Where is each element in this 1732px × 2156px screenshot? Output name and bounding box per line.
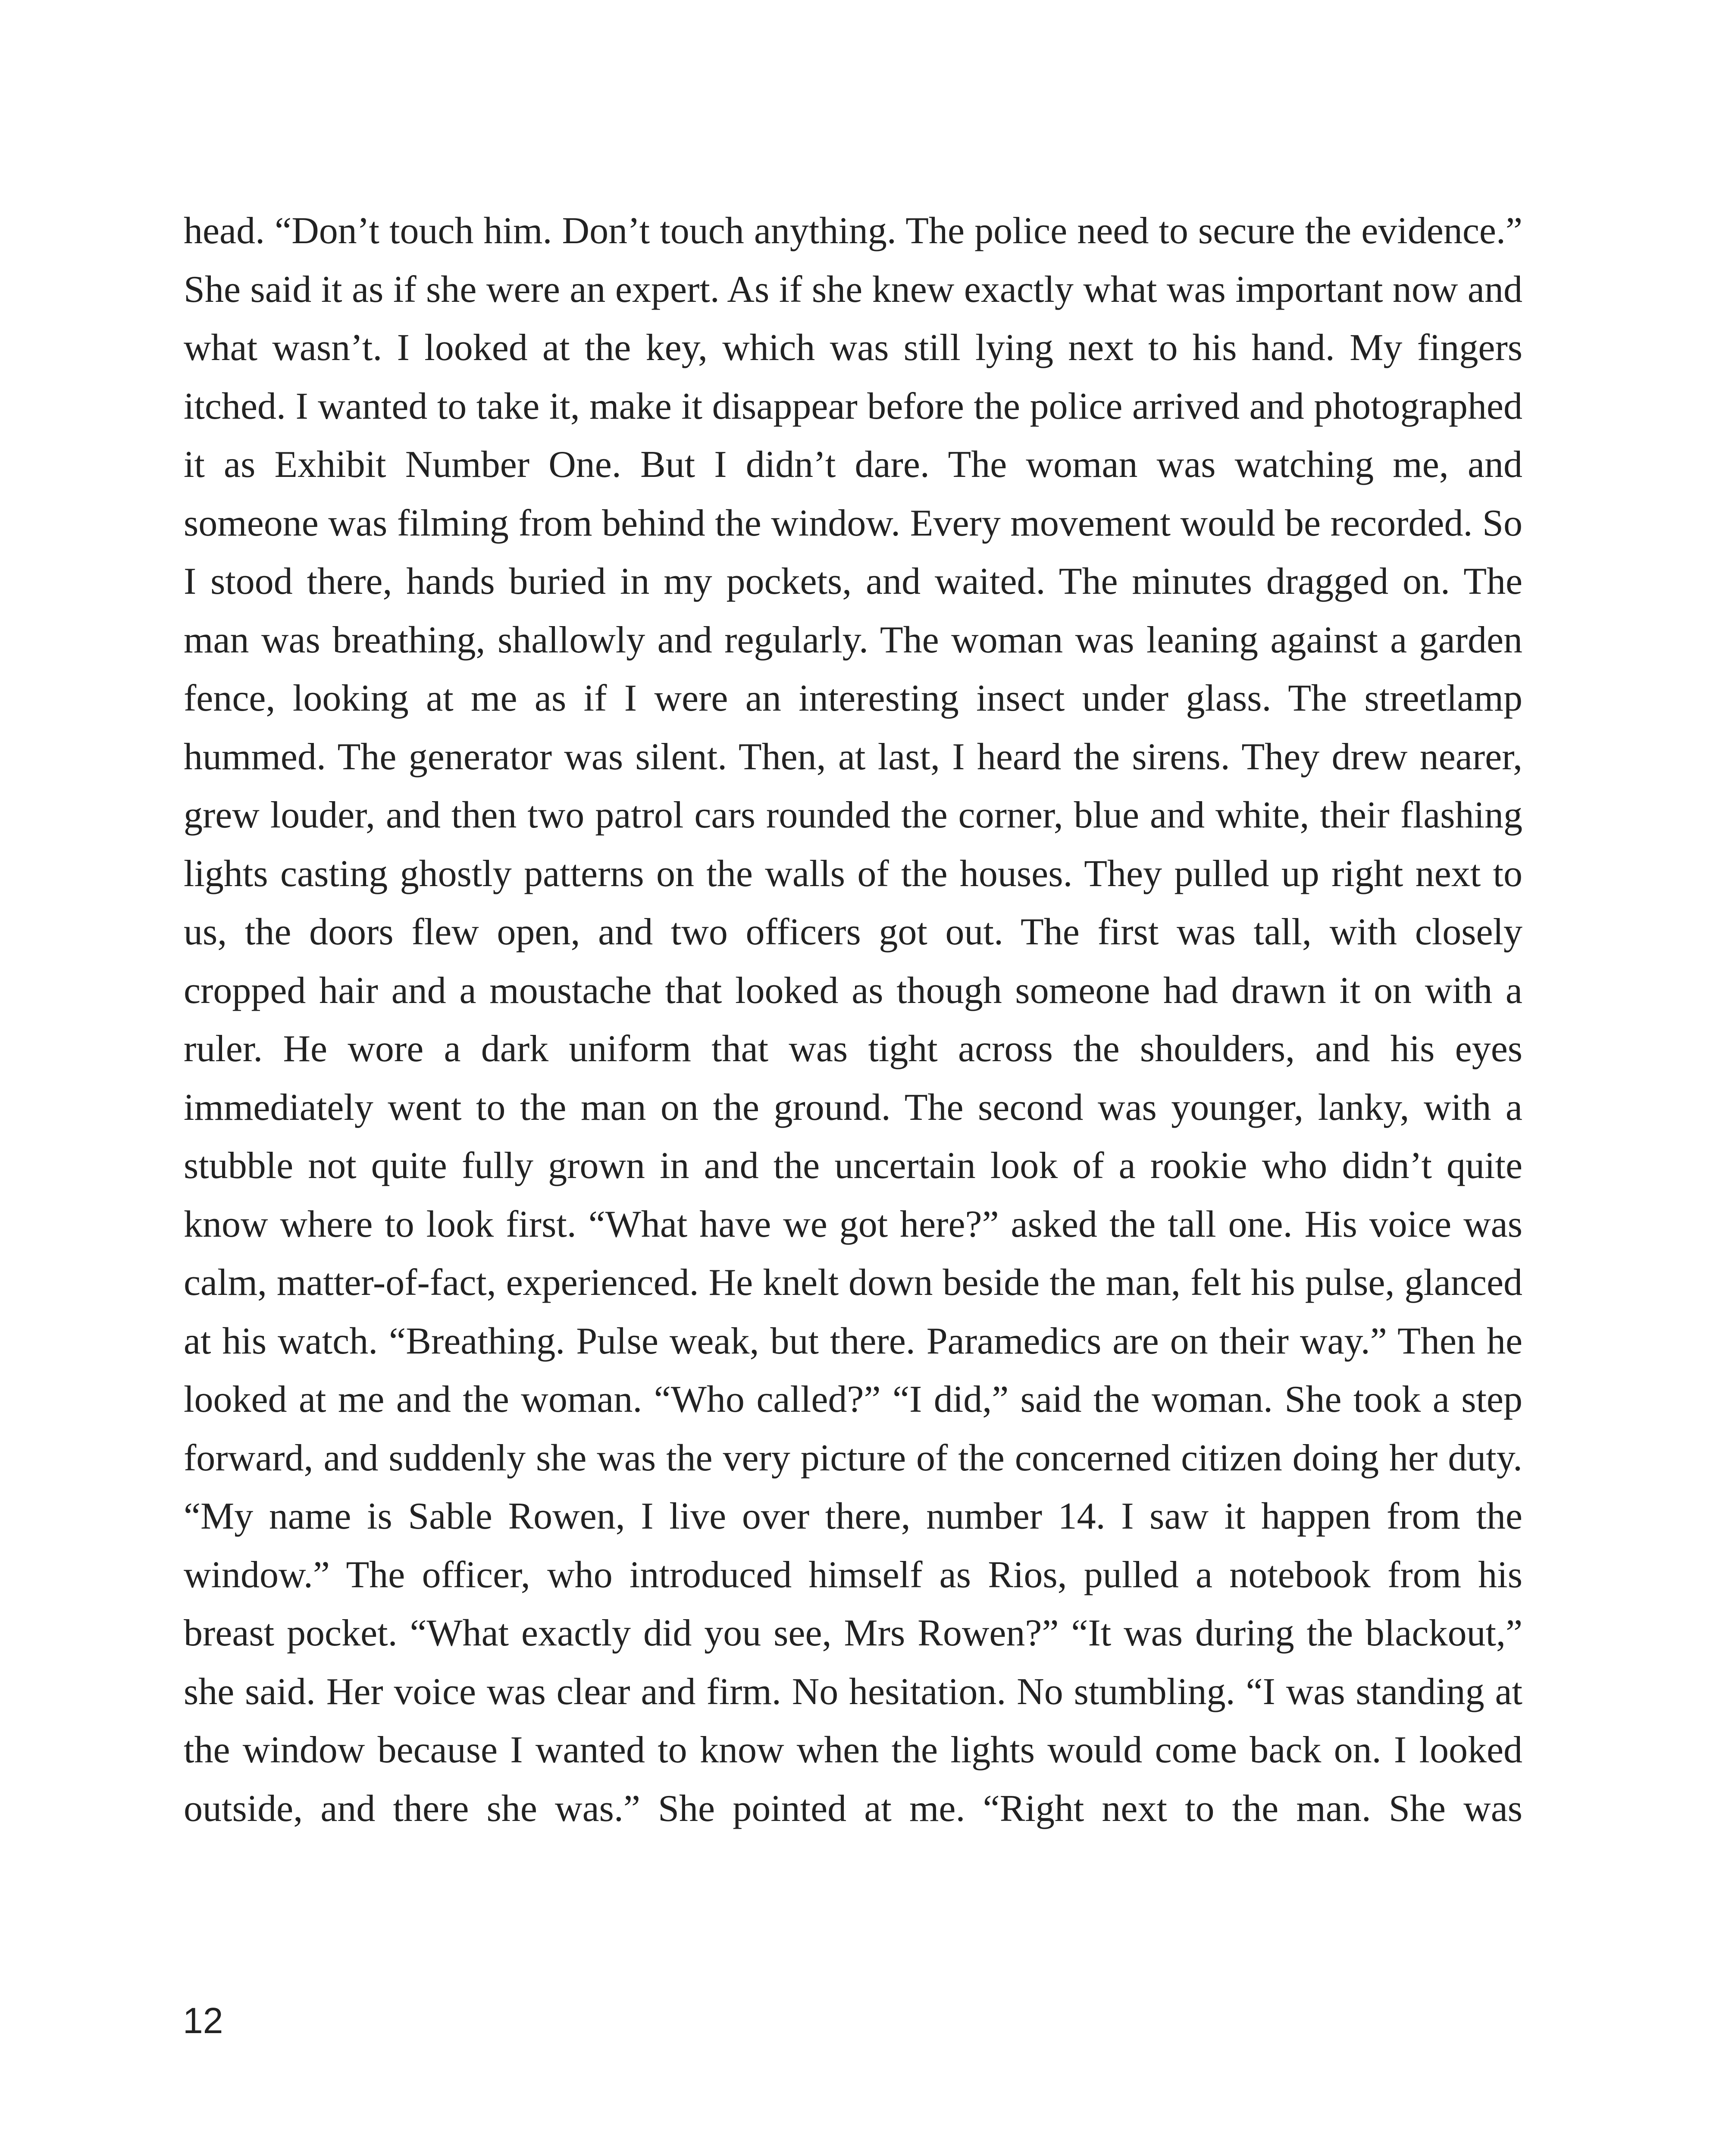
page-number: 12 <box>183 2000 223 2041</box>
body-paragraph: head. “Don’t touch him. Don’t touch anything. The police need to secure the evidence.” She said it as if she were an expert. As if she knew exactly what was important now and what wasn’t. I looked at the key, which was still lying next to his hand. My fingers itched. I wanted to take it, make it disappear before the police arrived and photographed it as Exhibit Number One. But I didn’t dare. The woman was watching me, and someone was filming from behind the window. Every movement would be recorded. So I stood there, hands buried in my pockets, and waited. The minutes dragged on. The man was breathing, shallowly and regularly. The woman was leaning against a garden fence, looking at me as if I were an interesting insect under glass. The streetlamp hummed. The generator was silent. Then, at last, I heard the sirens. They drew nearer, grew louder, and then two patrol cars rounded the corner, blue and white, their flashing lights casting ghostly patterns on the walls of the houses. They pulled up right next to us, the doors flew open, and two officers got out. The first was tall, with closely cropped hair and a moustache that looked as though someone had drawn it on with a ruler. He wore a dark uniform that was tight across the shoulders, and his eyes immediately went to the man on the ground. The second was younger, lanky, with a stubble not quite fully grown in and the uncertain look of a rookie who didn’t quite know where to look first. “What have we got here?” asked the tall one. His voice was calm, matter-of-fact, experienced. He knelt down beside the man, felt his pulse, glanced at his watch. “Breathing. Pulse weak, but there. Paramedics are on their way.” Then he looked at me and the woman. “Who called?” “I did,” said the woman. She took a step forward, and suddenly she was the very picture of the concerned citizen doing her duty. “My name is Sable Rowen, I live over there, number 14. I saw it happen from the window.” The officer, who introduced himself as Rios, pulled a notebook from his breast pocket. “What exactly did you see, Mrs Rowen?” “It was during the blackout,” she said. Her voice was clear and firm. No hesitation. No stumbling. “I was standing at the window because I wanted to know when the lights would come back on. I looked outside, and there she was.” She pointed at me. “Right next to the man. She was <box>184 210 1522 1830</box>
